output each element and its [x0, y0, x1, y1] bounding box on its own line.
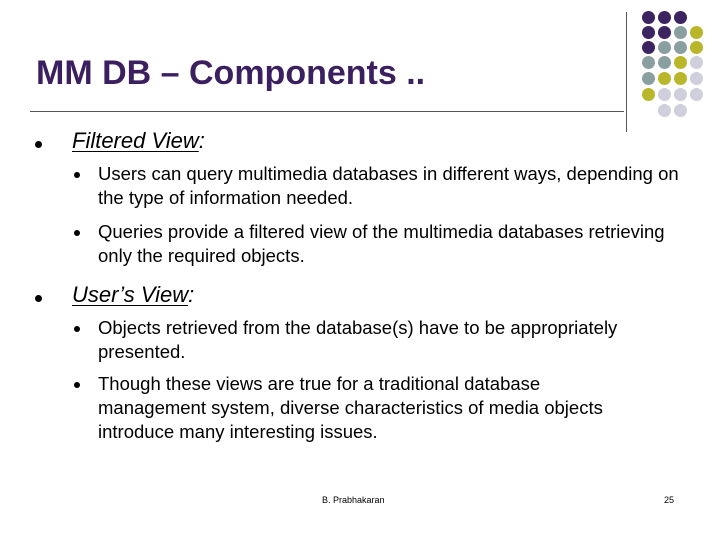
section-heading-text: Filtered View	[72, 128, 199, 153]
dot	[658, 26, 671, 39]
dot	[674, 26, 687, 39]
section-heading-colon: :	[188, 282, 195, 307]
dot	[642, 11, 655, 24]
vertical-rule	[626, 12, 627, 132]
dot	[690, 26, 703, 39]
bullet-icon	[74, 326, 80, 332]
dot	[658, 11, 671, 24]
dot	[642, 41, 655, 54]
dot	[674, 56, 687, 69]
dot	[658, 41, 671, 54]
dot	[690, 41, 703, 54]
dot	[658, 88, 671, 101]
dot	[642, 88, 655, 101]
dot	[658, 72, 671, 85]
slide-title: MM DB – Components ..	[36, 54, 426, 92]
footer-author: B. Prabhakaran	[322, 495, 385, 505]
dot	[658, 56, 671, 69]
bullet-icon	[35, 295, 42, 302]
dot	[642, 72, 655, 85]
dot	[674, 11, 687, 24]
dot	[690, 88, 703, 101]
bullet-icon	[74, 172, 80, 178]
dot	[674, 41, 687, 54]
bullet-text: Objects retrieved from the database(s) have to be appropriately presented.	[98, 317, 618, 362]
dot	[674, 72, 687, 85]
bullet-icon	[74, 230, 80, 236]
bullet-text: Queries provide a filtered view of the multimedia databases retrieving only the required objects.	[98, 221, 665, 266]
title-underline-rule	[30, 111, 624, 112]
dot	[674, 104, 687, 117]
bullet-icon	[74, 382, 80, 388]
section-heading-text: User’s View	[72, 282, 189, 307]
dot	[690, 72, 703, 85]
section-heading-users-view	[72, 282, 194, 308]
page-number: 25	[664, 495, 675, 505]
bullet-text: Though these views are true for a traditional database management system, diverse characteristics of media objects introduce many interesting issues.	[98, 373, 603, 442]
dot	[642, 56, 655, 69]
dot	[674, 88, 687, 101]
dot	[642, 26, 655, 39]
dot	[658, 104, 671, 117]
section-heading-filtered-view	[72, 128, 205, 154]
section-heading-colon: :	[198, 128, 205, 153]
bullet-text: Users can query multimedia databases in different ways, depending on the type of information needed.	[98, 163, 679, 208]
dot	[690, 56, 703, 69]
bullet-icon	[35, 141, 42, 148]
